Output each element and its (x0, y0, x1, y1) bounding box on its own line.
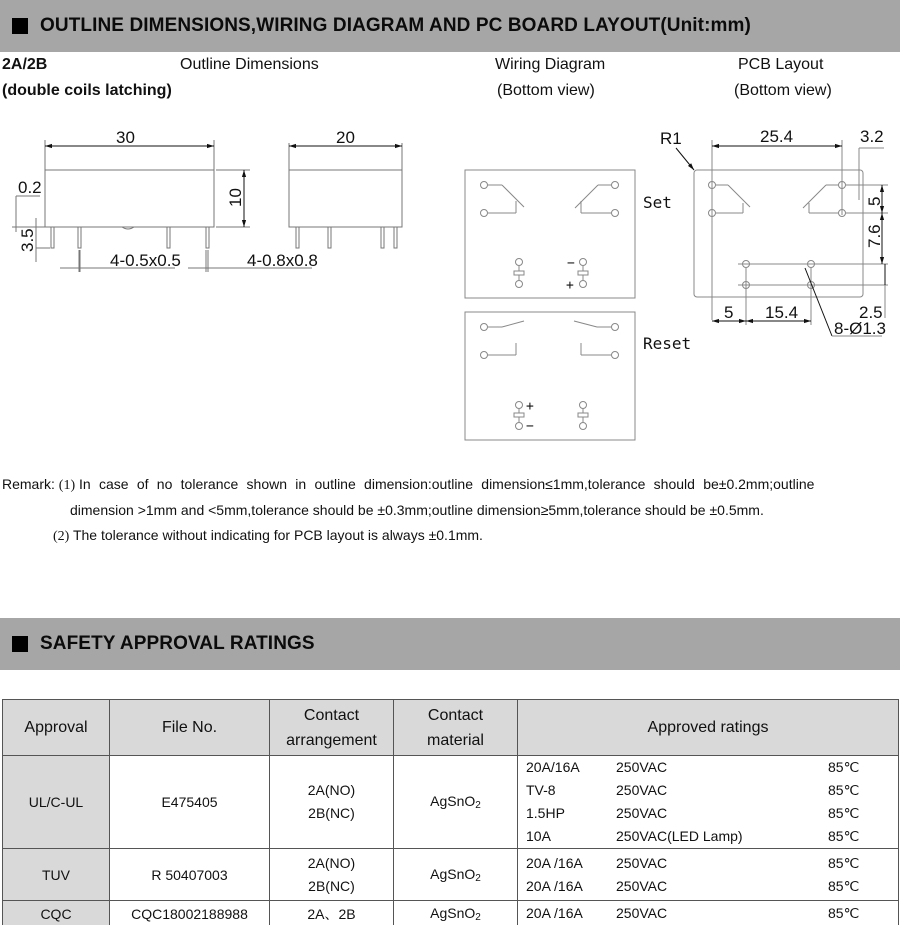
cell-arrangement: 2A(NO) 2B(NC) (270, 849, 394, 901)
safety-approval-table (2, 699, 899, 925)
header-contact-arrangement: Contact arrangement (270, 700, 394, 756)
pcb-layout-label: PCB Layout (738, 56, 824, 73)
reset-minus: − (526, 419, 534, 434)
remark-num-1: (1) (58, 478, 76, 493)
set-label: Set (643, 193, 672, 212)
cell-material: AgSnO$_2$ (394, 756, 518, 849)
cell-material: AgSnO$_2$ (394, 901, 518, 925)
outline-side-view (289, 143, 402, 248)
dim-pin-large: 4-0.8x0.8 (247, 251, 318, 270)
cell-file-no: E475405 (110, 756, 270, 849)
cell-arrangement: 2A(NO) 2B(NC) (270, 756, 394, 849)
remark-item-1-line-2: dimension >1mm and <5mm,tolerance should be ±0.3mm;outline dimension≥5mm,tolerance should be ±0.5mm. (70, 502, 764, 518)
header-contact-material: Contact material (394, 700, 518, 756)
dim-gap: 0.2 (18, 178, 42, 197)
technical-drawings (0, 0, 900, 450)
wiring-diagram-label: Wiring Diagram (495, 56, 606, 73)
cell-ratings: 20A /16A 250VAC 85℃ (518, 901, 899, 925)
wiring-set-diagram (465, 170, 635, 298)
cell-approval: UL/C-UL (3, 756, 110, 849)
pcb-holes: 8-Ø1.3 (834, 319, 886, 338)
dim-height: 10 (226, 188, 245, 207)
section-title: OUTLINE DIMENSIONS,WIRING DIAGRAM AND PC BOARD LAYOUT(Unit:mm) (40, 15, 751, 36)
pcb-pitch-y1: 5 (865, 196, 884, 206)
cell-file-no: CQC18002188988 (110, 901, 270, 925)
square-bullet-icon (12, 636, 28, 652)
cell-approval: CQC (3, 901, 110, 925)
pcb-offset-bottom: 2.5 (859, 303, 883, 322)
pcb-layout-sub: (Bottom view) (734, 82, 832, 99)
cell-file-no: R 50407003 (110, 849, 270, 901)
remark-line-1 (2, 476, 814, 494)
cell-arrangement: 2A、2B (270, 901, 394, 925)
dim-pin-small: 4-0.5x0.5 (110, 251, 181, 270)
table-header-row (3, 700, 899, 756)
cell-ratings: 20A /16A 250VAC 85℃ 20A /16A 250VAC 85℃ (518, 849, 899, 901)
model-label: 2A/2B (2, 56, 48, 73)
wiring-diagram-sub: (Bottom view) (497, 82, 595, 99)
remark-line-2 (53, 527, 483, 545)
table-row (3, 756, 899, 849)
model-note: (double coils latching) (2, 82, 172, 99)
header-approved-ratings: Approved ratings (518, 700, 899, 756)
pcb-pitch-y2: 7.6 (865, 224, 884, 248)
pcb-offset-left: 5 (724, 303, 734, 322)
pcb-corner-radius: R1 (660, 129, 682, 148)
dim-width: 20 (336, 128, 355, 147)
cell-ratings: 20A/16A 250VAC 85℃ TV-8 250VAC 85℃ 1.5HP 250VAC 85℃ 10A 250VAC(LED Lamp) 85℃ (518, 756, 899, 849)
remark-num-2: (2) (53, 529, 70, 544)
set-minus: − (567, 256, 575, 271)
reset-label: Reset (643, 334, 692, 353)
remark-item-1-line-1: In case of no tolerance shown in outline dimension:outline dimension≤1mm,tolerance should be±0.2mm;outline (79, 476, 815, 492)
table-row (3, 901, 899, 925)
dim-length: 30 (116, 128, 135, 147)
pcb-offset-right: 3.2 (860, 127, 884, 146)
set-plus: + (566, 278, 574, 293)
pcb-coil-pitch: 15.4 (765, 303, 799, 322)
cell-material: AgSnO$_2$ (394, 849, 518, 901)
wiring-reset-diagram (465, 312, 635, 440)
section-title: SAFETY APPROVAL RATINGS (40, 633, 315, 654)
remark-prefix: Remark: (2, 476, 55, 492)
dim-pin-length: 3.5 (18, 228, 37, 252)
section-header-safety (0, 618, 900, 670)
header-file-no: File No. (110, 700, 270, 756)
outline-dimensions-label: Outline Dimensions (180, 56, 319, 73)
header-approval: Approval (3, 700, 110, 756)
pcb-pitch-x: 25.4 (760, 127, 794, 146)
reset-plus: + (526, 399, 534, 414)
cell-approval: TUV (3, 849, 110, 901)
table-row (3, 849, 899, 901)
remark-item-2: The tolerance without indicating for PCB layout is always ±0.1mm. (72, 527, 483, 543)
